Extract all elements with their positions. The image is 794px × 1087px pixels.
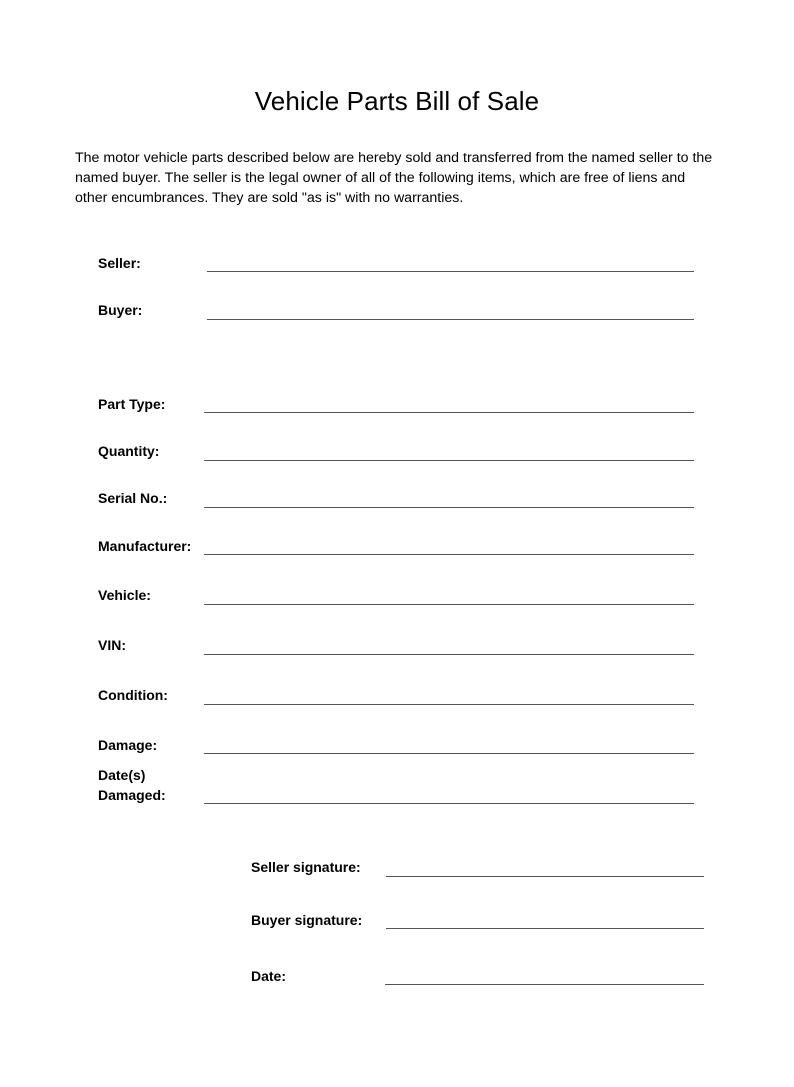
buyer-signature-label: Buyer signature:	[251, 912, 363, 928]
quantity-label: Quantity:	[98, 443, 160, 459]
vin-label: VIN:	[98, 637, 126, 653]
seller-signature-line[interactable]	[386, 876, 704, 877]
quantity-field-line[interactable]	[204, 460, 694, 461]
buyer-field-line[interactable]	[207, 319, 694, 320]
condition-label: Condition:	[98, 687, 168, 703]
intro-paragraph: The motor vehicle parts described below are hereby sold and transferred from the named seller to the named buyer. The seller is the legal owner of all of the following items, which are free of liens and other encumbrances. They are sold "as is" with no warranties.	[75, 150, 713, 206]
date-label: Date:	[251, 968, 287, 984]
manufacturer-label: Manufacturer:	[98, 538, 192, 554]
part-type-label: Part Type:	[98, 396, 166, 412]
seller-signature-label: Seller signature:	[251, 859, 361, 875]
serial-no-label: Serial No.:	[98, 490, 168, 506]
manufacturer-field-line[interactable]	[204, 554, 694, 555]
damage-field-line[interactable]	[204, 753, 694, 754]
vehicle-label: Vehicle:	[98, 587, 151, 603]
buyer-label: Buyer:	[98, 302, 143, 318]
dates-damaged-label-line2: Damaged:	[98, 787, 166, 803]
condition-field-line[interactable]	[204, 704, 694, 705]
part-type-field-line[interactable]	[204, 412, 694, 413]
vin-field-line[interactable]	[204, 654, 694, 655]
document-title: Vehicle Parts Bill of Sale	[254, 86, 540, 116]
dates-damaged-label-line1: Date(s)	[98, 767, 146, 783]
date-field-line[interactable]	[385, 984, 704, 985]
seller-field-line[interactable]	[207, 271, 694, 272]
serial-no-field-line[interactable]	[204, 507, 694, 508]
buyer-signature-line[interactable]	[386, 928, 704, 929]
dates-damaged-field-line[interactable]	[204, 803, 694, 804]
damage-label: Damage:	[98, 737, 158, 753]
vehicle-field-line[interactable]	[204, 604, 694, 605]
seller-label: Seller:	[98, 255, 141, 271]
